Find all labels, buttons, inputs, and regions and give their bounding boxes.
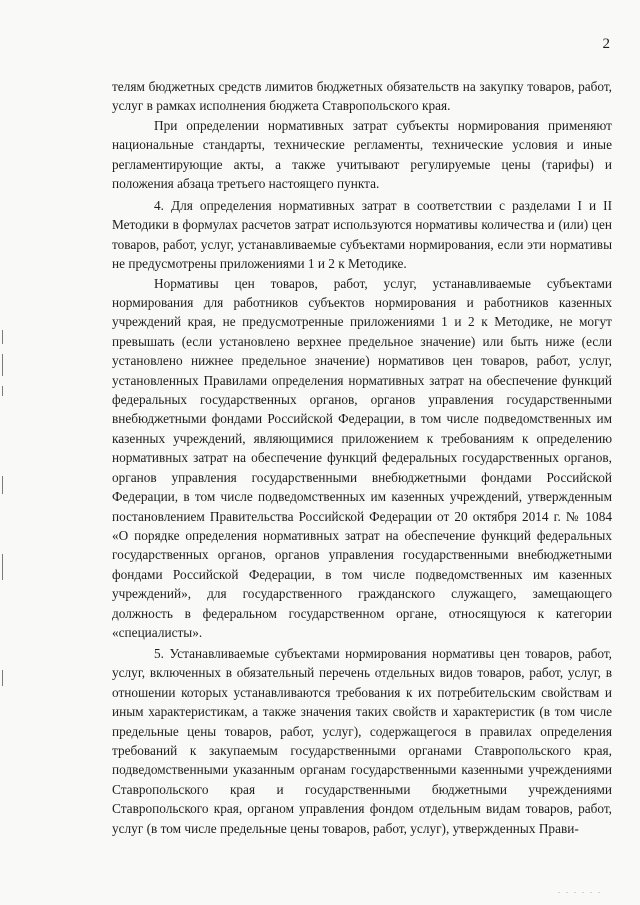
paragraph: 4. Для определения нормативных затрат в соответствии с разделами I и II Методики в формулах расчетов затрат используются нормативы количества и (или) цен товаров, работ, услуг, устанавливаемые субъектами нормирования, если эти нормативы не предусмотрены приложениями 1 и 2 к Методике.	[112, 198, 612, 272]
text-block-intro	[112, 77, 612, 193]
scan-margin-marks	[2, 330, 6, 696]
paragraph: Нормативы цен товаров, работ, услуг, устанавливаемые субъектами нормирования для работников субъектов нормирования и работников казенных учреждений края, не предусмотренные приложениями 1 и 2 к Методике, не могут превышать (если установлено верхнее предельное значение) или быть ниже (если установлено нижнее предельное значение) нормативов цен товаров, работ, услуг, установленных Правилами определения нормативных затрат на обеспечение функций федеральных государственных органов, органов управления государственными внебюджетными фондами Российской Федерации, в том числе подведомственных им казенных учреждений, являющимися приложением к требованиям к определению нормативных затрат на обеспечение функций федеральных государственных органов, органов управления государственными внебюджетными фондами Российской Федерации, в том числе подведомственных им казенных учреждений, утвержденным постановлением Правительства Российской Федерации от 20 октября 2014 г. № 1084 «О порядке определения нормативных затрат на обеспечение функций федеральных государственных органов, органов управления государственными внебюджетными фондами Российской Федерации, в том числе подведомственных им казенных учреждений», для государственного гражданского служащего, замещающего должность в федеральном государственном органе, относящуюся к категории «специалисты».	[112, 275, 612, 640]
text-block-section-4	[112, 196, 612, 642]
paragraph: При определении нормативных затрат субъекты нормирования применяют национальные стандарты, технические регламенты, технические условия и иные регламентирующие акты, а также учитывают регулируемые цены (тарифы) и положения абзаца третьего настоящего пункта.	[112, 117, 612, 192]
paragraph: телям бюджетных средств лимитов бюджетных обязательств на закупку товаров, работ, услуг в рамках исполнения бюджета Ставропольского края.	[112, 79, 612, 114]
page-number: 2	[602, 36, 610, 52]
text-block-section-5	[112, 644, 612, 838]
scan-artifact: . . . . . .	[558, 886, 602, 895]
paragraph: 5. Устанавливаемые субъектами нормирования нормативы цен товаров, работ, услуг, включенных в обязательный перечень отдельных видов товаров, работ, услуг, в отношении которых устанавливаются требования к их потребительским свойствам и иным характеристикам, а также значения таких свойств и характеристик (в том числе предельные цены товаров, работ, услуг), содержащегося в правилах определения требований к закупаемым государственными органами Ставропольского края, подведомственными указанным органам государственными казенными учреждениями Ставропольского края и государственными бюджетными учреждениями Ставропольского края, органом управления фондом отдельным видам товаров, работ, услуг (в том числе предельные цены товаров, работ, услуг), утвержденных Прави-	[112, 646, 612, 836]
